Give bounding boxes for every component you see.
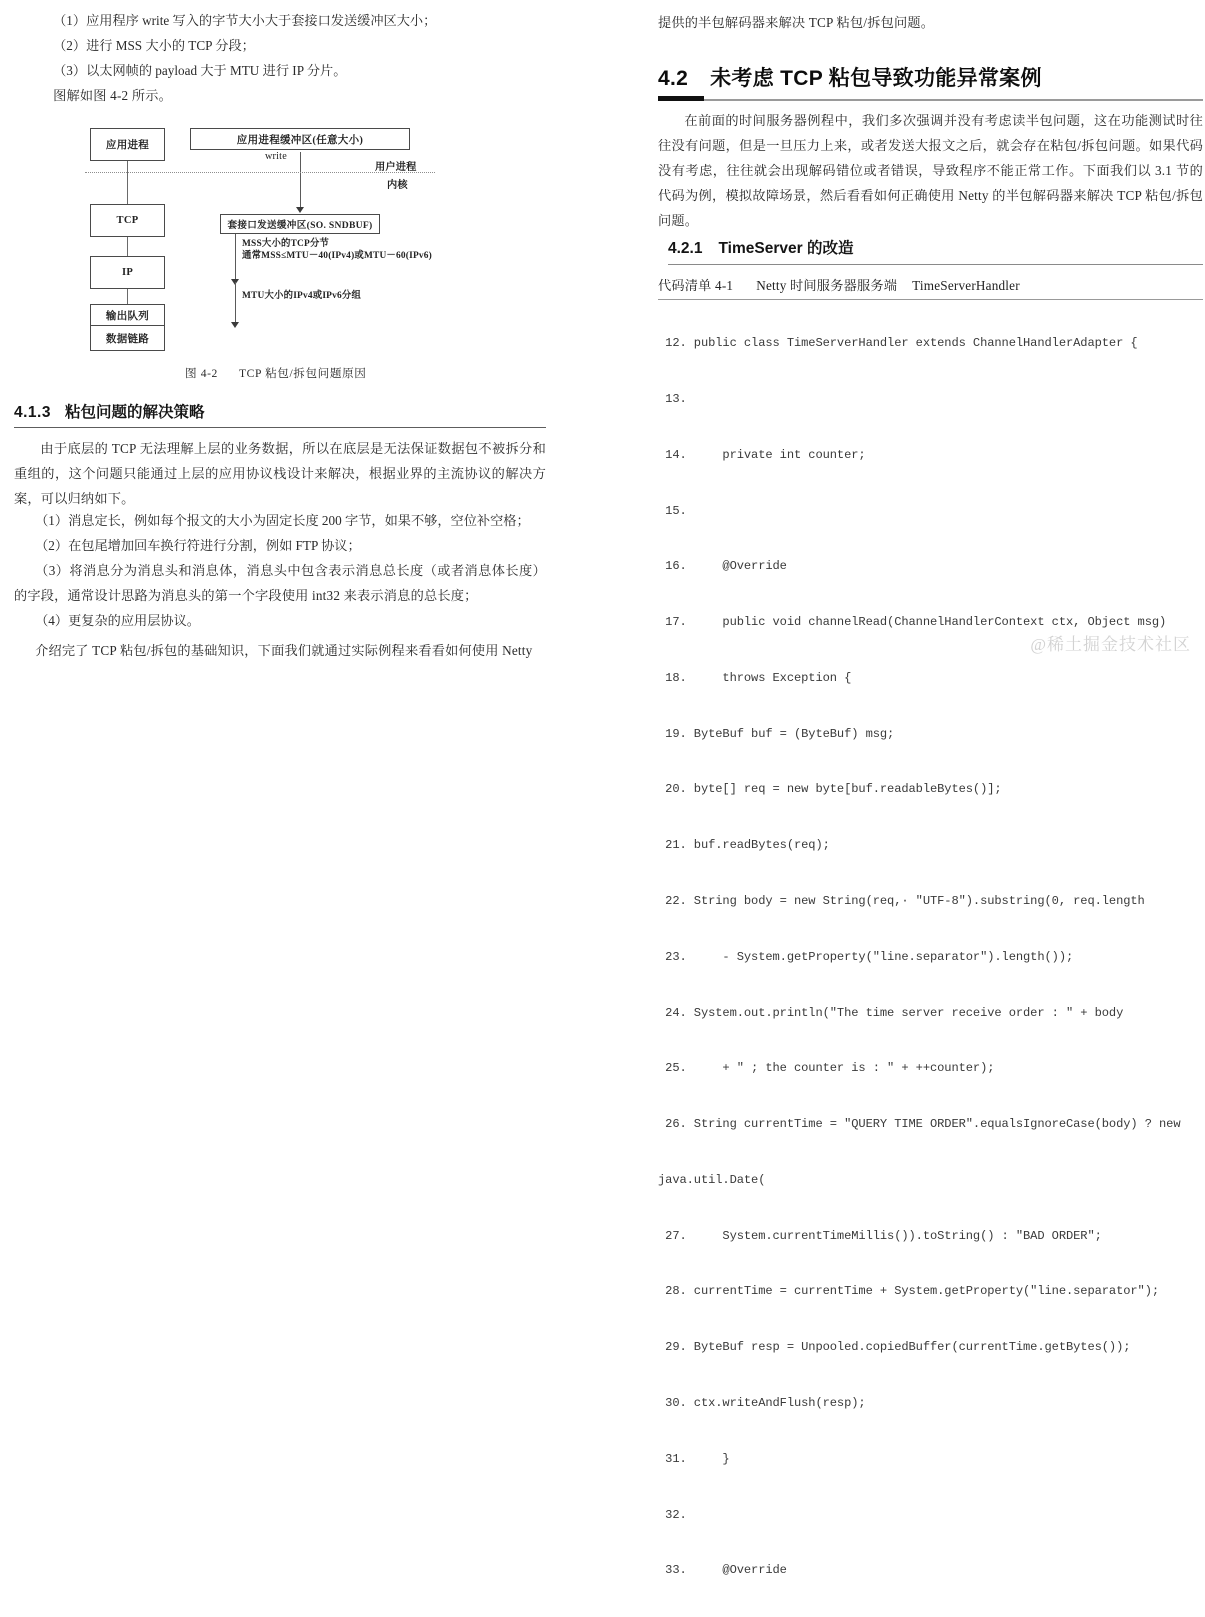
section-4-1-3-title: 粘包问题的解决策略 — [64, 404, 205, 421]
strategy-item-2: （2）在包尾增加回车换行符进行分割，例如 FTP 协议； — [35, 538, 361, 553]
code-line: 27. System.currentTimeMillis()).toString() : "BAD ORDER"; — [658, 1228, 1102, 1243]
intro-item-3: （3）以太网帧的 payload 大于 MTU 进行 IP 分片。 — [53, 63, 347, 78]
code-line: 20. byte[] req = new byte[buf.readableBytes()]; — [658, 782, 1002, 797]
strategy-item-1: （1）消息定长，例如每个报文的大小为固定长度 200 字节，如果不够，空位补空格； — [35, 513, 530, 528]
code-listing-title: Netty 时间服务器服务端 — [756, 278, 898, 293]
paragraph-4-1-3 — [14, 436, 546, 511]
code-line: 29. ByteBuf resp = Unpooled.copiedBuffer(currentTime.getBytes()); — [658, 1340, 1131, 1355]
figure-arrow-write-line — [300, 152, 301, 209]
code-line: 16. @Override — [658, 559, 787, 574]
figure-label-user-process: 用户进程 — [375, 162, 417, 173]
figure-label-mss-2: 通常MSS≤MTU－40(IPv4)或MTU－60(IPv6) — [242, 251, 432, 261]
intro-tail: 图解如图 4-2 所示。 — [53, 88, 172, 103]
strategy-list — [14, 508, 546, 633]
code-line: 12. public class TimeServerHandler extends ChannelHandlerAdapter { — [658, 336, 1138, 351]
code-line: 15. — [658, 503, 687, 518]
code-line: 25. + " ; the counter is : " + ++counter); — [658, 1061, 995, 1076]
section-4-2 — [658, 62, 1203, 101]
code-line: 19. ByteBuf buf = (ByteBuf) msg; — [658, 726, 895, 741]
closing-paragraph-text: 介绍完了 TCP 粘包/拆包的基础知识，下面我们就通过实际例程来看看如何使用 Netty — [35, 643, 533, 658]
right-column — [650, 0, 1205, 1578]
code-line: 30. ctx.writeAndFlush(resp); — [658, 1396, 866, 1411]
section-4-2-1-number: 4.2.1 — [668, 240, 703, 257]
code-line: java.util.Date( — [658, 1172, 766, 1187]
figure-label-write: write — [265, 151, 287, 162]
figure-arrow-write-head — [296, 207, 304, 213]
section-4-2-1-heading — [668, 236, 1203, 265]
code-line: 24. System.out.println("The time server receive order : " + body — [658, 1005, 1124, 1020]
right-top-paragraph — [658, 10, 1203, 35]
figure-caption-number: 图 4-2 — [185, 367, 218, 380]
figure-arrow-mtu-line — [235, 282, 236, 324]
paragraph-4-2 — [658, 108, 1203, 233]
code-line: 17. public void channelRead(ChannelHandlerContext ctx, Object msg) — [658, 615, 1167, 630]
figure-box-socket-buffer: 套接口发送缓冲区(SO. SNDBUF) — [220, 214, 380, 234]
code-line: 21. buf.readBytes(req); — [658, 838, 830, 853]
code-line: 32. — [658, 1507, 687, 1522]
code-line: 33. @Override — [658, 1563, 787, 1578]
figure-4-2 — [20, 122, 580, 387]
closing-paragraph — [14, 638, 546, 663]
right-top-paragraph-text: 提供的半包解码器来解决 TCP 粘包/拆包问题。 — [658, 15, 935, 30]
code-line: 23. - System.getProperty("line.separator").length()); — [658, 949, 1074, 964]
code-line: 26. String currentTime = "QUERY TIME ORDER".equalsIgnoreCase(body) ? new — [658, 1117, 1181, 1132]
intro-list — [32, 8, 572, 108]
figure-label-mss-1: MSS大小的TCP分节 — [242, 239, 330, 249]
section-4-2-heading — [658, 62, 1203, 99]
code-line: 22. String body = new String(req,· "UTF-8").substring(0, req.length — [658, 894, 1145, 908]
figure-caption-text: TCP 粘包/拆包问题原因 — [238, 367, 367, 380]
intro-item-1: （1）应用程序 write 写入的字节大小大于套接口发送缓冲区大小； — [53, 13, 437, 28]
section-4-2-number: 4.2 — [658, 67, 689, 90]
section-4-2-1 — [668, 236, 1203, 265]
paragraph-4-2-text: 在前面的时间服务器例程中，我们多次强调并没有考虑读半包问题，这在功能测试时往往没有问题，但是一旦压力上来，或者发送大报文之后，就会存在粘包/拆包问题。如果代码没有考虑，往往就会出现解码错位或者错误，导致程序不能正常工作。下面我们以 3.1 节的代码为例，模拟故障场景，然后看看如何正确使用 Netty 的半包解码器来解决 TCP 粘包/拆包问题。 — [658, 113, 1203, 228]
section-4-2-rule-accent — [658, 96, 704, 101]
figure-arrow-mtu-head — [231, 322, 239, 328]
figure-box-app-buffer: 应用进程缓冲区(任意大小) — [190, 128, 410, 150]
section-4-2-title: 未考虑 TCP 粘包导致功能异常案例 — [710, 67, 1042, 90]
figure-box-data-link: 数据链路 — [90, 325, 165, 351]
figure-caption — [185, 365, 366, 381]
figure-label-kernel: 内核 — [387, 180, 408, 191]
section-4-1-3-number: 4.1.3 — [14, 404, 51, 421]
strategy-item-3: （3）将消息分为消息头和消息体，消息头中包含表示消息总长度（或者消息体长度）的字段，通常设计思路为消息头的第一个字段使用 int32 来表示消息的总长度； — [14, 563, 546, 603]
code-line: 31. } — [658, 1451, 730, 1466]
left-column — [0, 0, 600, 675]
code-line: 18. throws Exception { — [658, 670, 852, 685]
figure-label-mtu: MTU大小的IPv4或IPv6分组 — [242, 291, 362, 301]
strategy-item-4: （4）更复杂的应用层协议。 — [35, 613, 200, 628]
figure-box-ip: IP — [90, 256, 165, 289]
code-listing-class: TimeServerHandler — [912, 278, 1020, 293]
code-line: 28. currentTime = currentTime + System.getProperty("line.separator"); — [658, 1284, 1160, 1299]
figure-box-tcp: TCP — [90, 204, 165, 237]
section-4-1-3-heading — [14, 400, 546, 428]
intro-item-2: （2）进行 MSS 大小的 TCP 分段； — [53, 38, 255, 53]
code-listing-label: 代码清单 4-1 — [658, 278, 734, 293]
paragraph-4-1-3-text: 由于底层的 TCP 无法理解上层的业务数据，所以在底层是无法保证数据包不被拆分和重组的，这个问题只能通过上层的应用协议栈设计来解决，根据业界的主流协议的解决方案，可以归纳如下。 — [14, 441, 546, 506]
figure-arrow-mss-line — [235, 234, 236, 281]
code-block — [658, 297, 1203, 1617]
code-line: 13. — [658, 391, 687, 406]
section-4-2-1-title: TimeServer 的改造 — [718, 240, 854, 257]
section-4-2-rule — [658, 99, 1203, 101]
code-line: 14. private int counter; — [658, 447, 866, 462]
watermark: @稀土掘金技术社区 — [1030, 635, 1191, 654]
figure-box-output-queue: 输出队列 — [90, 304, 165, 326]
section-4-1-3 — [14, 400, 546, 428]
figure-box-app-process: 应用进程 — [90, 128, 165, 161]
